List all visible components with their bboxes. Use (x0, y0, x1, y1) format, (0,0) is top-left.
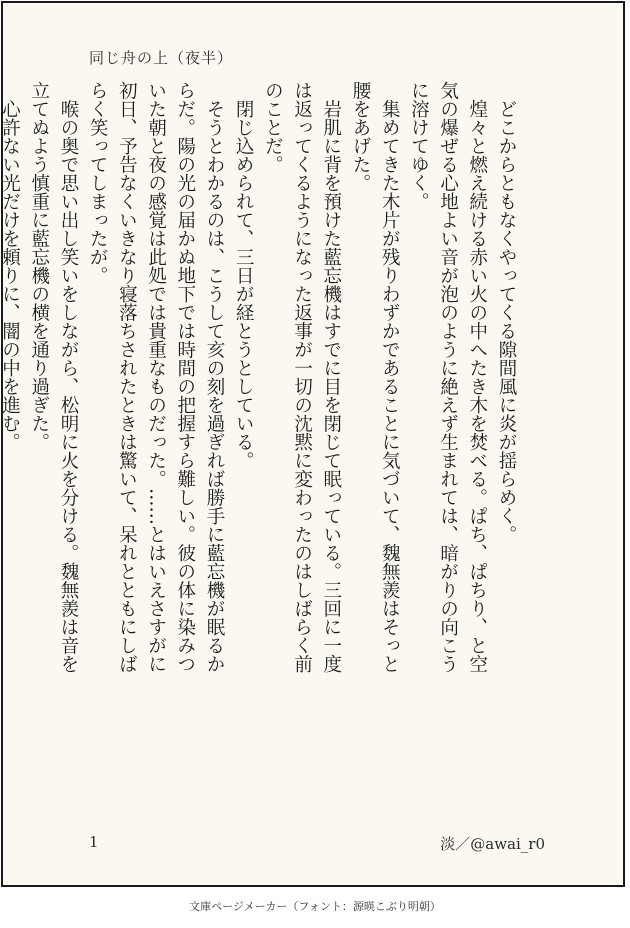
author-credit: 淡／@awai_r0 (440, 835, 545, 853)
book-page (1, 1, 625, 887)
paragraph: 煌々と燃え続ける赤い火の中へたき木を焚べる。ぱち、ぱちり、と空気の爆ぜる心地よい音が泡のように絶えず生まれては、暗がりの向こうに溶けてゆく。 (408, 81, 488, 673)
paragraph: 閉じ込められて、三日が経とうとしている。 (233, 81, 255, 470)
vertical-body-text (0, 81, 521, 681)
paragraph: 喉の奥で思い出し笑いをしながら、松明に火を分ける。魏無羨は音を立てぬよう慎重に藍忘機の横を通り過ぎた。 (28, 81, 79, 673)
paragraph: 集めてきた木片が残りわずかであることに気づいて、魏無羨はそっと腰をあげた。 (349, 81, 401, 673)
paragraph: どこからともなくやってくる隙間風に炎が揺らめく。 (496, 81, 517, 544)
paragraph: 心許ない光だけを頼りに、闇の中を進む。 (0, 81, 21, 451)
paragraph: 岩肌に背を預けた藍忘機はすでに目を閉じて眠っている。三回に一度は返ってくるようになった返事が一切の沈黙に変わったのはしばらく前のことだ。 (262, 81, 342, 673)
generator-credit: 文庫ページメーカー（フォント：源暎こぶり明朝） (189, 900, 441, 913)
page-title: 同じ舟の上（夜半） (89, 49, 234, 67)
page-number: 1 (89, 833, 99, 851)
paragraph: そうとわかるのは、こうして亥の刻を過ぎれば勝手に藍忘機が眠るからだ。陽の光の届かぬ地下では時間の把握すら難しい。彼の体に染みついた朝と夜の感覚は此処では貴重なものだった。……とはいえさすがに初日、予告なくいきなり寝落ちされたときは驚いて、呆れとともにしばらく笑ってしまったが。 (87, 81, 225, 673)
